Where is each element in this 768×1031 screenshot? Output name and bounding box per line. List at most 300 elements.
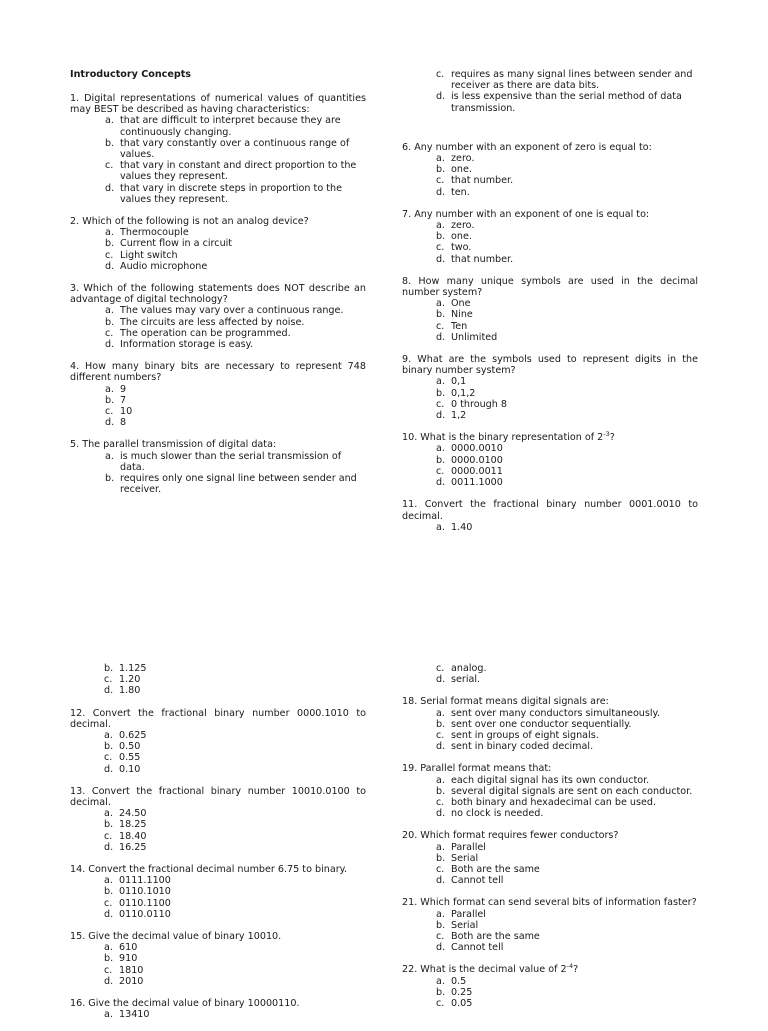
option-text: Cannot tell [451,942,504,954]
option-d [436,187,698,198]
option-letter: b. [104,663,114,674]
option-text: 0111.1100 [119,875,171,887]
option-text: The values may vary over a continuous range. [120,305,344,317]
option-d [436,410,698,421]
option-letter: a. [105,450,114,462]
option-c [105,160,366,182]
option-text: Unlimited [451,331,498,343]
option-text: 0.05 [451,998,473,1010]
question-stem: 3. Which of the following statements does NOT describe an advantage of digital technology? [70,283,366,306]
option-b [104,819,366,830]
option-letter: a. [105,115,114,127]
option-letter: d. [104,763,114,775]
option-b [436,920,698,931]
option-letter: a. [105,383,114,395]
option-d [436,477,698,488]
option-text: 0.5 [451,975,467,987]
option-c [436,242,698,253]
option-letter: a. [436,841,445,853]
option-c [105,328,366,339]
option-c [436,321,698,332]
question-7 [402,209,698,265]
option-text: 10 [120,406,133,418]
option-a [105,227,366,238]
option-letter: d. [105,182,115,194]
option-letter: d. [104,685,114,697]
stem-text: 10. What is the binary representation of 2 [402,432,604,444]
question-22 [402,964,698,1009]
option-a [436,909,698,920]
question-6 [402,142,698,198]
option-c [436,730,698,741]
question-14 [70,864,366,920]
option-text: 8 [120,417,127,429]
option-letter: d. [436,331,446,343]
option-text: 1.125 [119,663,147,674]
question-stem: 9. What are the symbols used to represent digits in the binary number system? [402,354,698,377]
option-text: requires as many signal lines between sender and receiver as there are data bits. [451,69,693,92]
column-bottom-left [70,663,366,1031]
answer-options [104,942,366,987]
option-letter: b. [105,316,115,328]
option-letter: c. [436,175,445,187]
option-text: 0.625 [119,730,147,742]
option-text: zero. [451,220,475,232]
option-text: Parallel [451,841,486,853]
option-a [104,730,366,741]
option-letter: b. [436,387,446,399]
question-stem: 16. Give the decimal value of binary 10000110. [70,998,300,1010]
option-text: sent over many conductors simultaneously. [451,707,660,719]
option-letter: c. [436,797,445,809]
option-letter: d. [105,339,115,351]
option-letter: b. [436,718,446,730]
option-letter: c. [104,674,113,686]
option-letter: b. [436,852,446,864]
option-letter: c. [104,897,113,909]
option-a [105,115,366,137]
option-text: 0.55 [119,752,141,764]
option-a [436,842,698,853]
option-text: Serial [451,919,479,931]
question-stem: 15. Give the decimal value of binary 10010. [70,931,282,943]
answer-options [104,1009,366,1020]
option-letter: d. [436,410,446,422]
question-20 [402,830,698,886]
question-4 [70,361,366,428]
option-letter: a. [436,975,445,987]
question-15 [70,931,366,987]
option-text: no clock is needed. [451,808,544,820]
option-letter: d. [436,91,446,103]
question-11-continued [70,663,366,697]
option-text: zero. [451,153,475,165]
option-text: Current flow in a circuit [120,238,233,250]
option-b [104,741,366,752]
answer-options [436,69,698,114]
option-text: Both are the same [451,931,540,943]
option-letter: a. [436,908,445,920]
option-a [436,376,698,387]
option-d [436,332,698,343]
option-d [105,417,366,428]
option-text: that number. [451,175,514,187]
option-c [436,864,698,875]
option-letter: d. [436,942,446,954]
question-3 [70,283,366,350]
option-letter: b. [436,919,446,931]
question-stem: 12. Convert the fractional binary number 0000.1010 to decimal. [70,707,366,730]
option-text: The circuits are less affected by noise. [120,316,305,328]
option-a [104,942,366,953]
answer-options [436,220,698,265]
option-a [104,875,366,886]
option-d [436,808,698,819]
option-letter: c. [436,998,445,1010]
option-letter: b. [436,785,446,797]
option-b [436,309,698,320]
answer-options [436,298,698,343]
option-c [436,466,698,477]
answer-options [436,976,698,1010]
option-letter: b. [104,886,114,898]
stem-text: ? [573,964,579,976]
option-c [104,674,366,685]
question-stem: 18. Serial format means digital signals are: [402,696,609,708]
question-5 [70,439,366,495]
option-b [105,395,366,406]
option-letter: d. [436,186,446,198]
page-title: Introductory Concepts [70,69,192,80]
option-letter: a. [436,153,445,165]
option-letter: d. [436,741,446,753]
answer-options [105,305,366,350]
option-letter: b. [104,819,114,831]
question-stem: 21. Which format can send several bits of information faster? [402,897,697,909]
option-text: 1.40 [451,521,473,533]
question-16 [70,998,366,1020]
option-c [436,998,698,1009]
option-b [436,231,698,242]
option-c [104,898,366,909]
option-b [104,953,366,964]
option-letter: c. [105,160,114,172]
option-text: 0 through 8 [451,398,508,410]
option-b [436,164,698,175]
option-b [105,238,366,249]
option-d [436,942,698,953]
option-letter: a. [105,227,114,239]
option-letter: d. [105,417,115,429]
option-letter: d. [104,908,114,920]
question-stem: 6. Any number with an exponent of zero is equal to: [402,141,652,153]
option-a [436,153,698,164]
option-letter: d. [436,477,446,489]
option-text: that vary in discrete steps in proportion to the values they represent. [120,182,342,205]
option-text: serial. [451,674,481,686]
option-letter: c. [436,69,445,80]
option-letter: a. [436,443,445,455]
option-text: Thermocouple [120,227,189,239]
option-letter: b. [436,164,446,176]
stem-text: ? [609,432,615,444]
option-text: One [451,298,471,310]
option-letter: c. [105,406,114,418]
option-letter: a. [104,730,113,742]
option-c [436,399,698,410]
option-b [436,719,698,730]
question-11 [402,499,698,533]
option-letter: d. [104,841,114,853]
option-text: that vary in constant and direct proportion to the values they represent. [120,160,357,183]
question-stem [402,432,698,443]
question-12 [70,708,366,775]
option-b [105,138,366,160]
option-text: The operation can be programmed. [120,327,291,339]
option-a [104,808,366,819]
option-b [104,663,366,674]
option-d [104,842,366,853]
option-text: 0000.0011 [451,465,503,477]
option-text: Ten [451,320,468,332]
answer-options [436,153,698,198]
option-letter: d. [436,875,446,887]
option-b [104,886,366,897]
option-a [436,522,698,533]
option-text: Both are the same [451,864,540,876]
question-stem: 5. The parallel transmission of digital data: [70,439,277,451]
option-d [436,741,698,752]
question-stem: 8. How many unique symbols are used in the decimal number system? [402,275,698,299]
option-d [436,254,698,265]
option-text: 0110.1010 [119,886,171,898]
option-text: 0110.0110 [119,908,171,920]
option-letter: c. [104,830,113,842]
option-text: sent in groups of eight signals. [451,730,599,742]
option-d [436,674,698,685]
option-c [104,752,366,763]
question-10 [402,432,698,488]
answer-options [104,730,366,775]
question-5-continued [402,69,698,114]
option-letter: a. [436,774,445,786]
option-letter: b. [436,231,446,243]
option-a [436,443,698,454]
option-text: two. [451,242,472,254]
option-text: both binary and hexadecimal can be used. [451,797,657,809]
option-text: 24.50 [119,808,147,820]
column-top-right [402,69,698,544]
option-letter: c. [105,327,114,339]
option-text: 0.50 [119,741,141,753]
option-letter: a. [104,875,113,887]
answer-options [105,451,366,496]
option-a [436,976,698,987]
option-letter: a. [436,220,445,232]
option-text: that vary constantly over a continuous range of values. [120,137,350,161]
option-text: 0,1,2 [451,387,476,399]
option-letter: c. [436,730,445,742]
answer-options [436,376,698,421]
question-stem: 4. How many binary bits are necessary to represent 748 different numbers? [70,361,366,384]
option-text: 0,1 [451,376,467,388]
answer-options [436,708,698,753]
option-letter: d. [436,808,446,820]
answer-options [104,875,366,920]
column-bottom-right [402,663,698,1020]
exponent: -4 [566,962,574,971]
question-stem: 20. Which format requires fewer conductors? [402,830,619,842]
question-stem [402,964,698,975]
option-letter: c. [436,398,445,410]
option-letter: d. [104,975,114,987]
option-d [105,339,366,350]
option-d [104,764,366,775]
question-stem: 14. Convert the fractional decimal number 6.75 to binary. [70,864,348,876]
option-b [105,473,366,495]
option-d [105,261,366,272]
answer-options [436,842,698,887]
option-a [105,451,366,473]
question-13 [70,786,366,853]
option-c [104,831,366,842]
option-b [436,388,698,399]
answer-options [436,909,698,954]
answer-options [105,384,366,429]
option-a [105,384,366,395]
option-text: 1.20 [119,674,141,686]
option-d [105,183,366,205]
option-text: several digital signals are sent on each conductor. [451,785,693,797]
question-19 [402,763,698,819]
answer-options [104,663,366,697]
option-a [436,708,698,719]
option-letter: c. [436,931,445,943]
option-text: Audio microphone [120,260,208,272]
option-text: one. [451,231,472,243]
answer-options [436,663,698,685]
option-text: one. [451,164,472,176]
option-text: 7 [120,394,127,406]
option-letter: c. [105,249,114,261]
option-letter: c. [436,864,445,876]
option-letter: d. [436,674,446,686]
option-letter: b. [436,309,446,321]
option-text: 610 [119,942,138,954]
option-text: sent in binary coded decimal. [451,741,594,753]
option-text: that number. [451,253,514,265]
exponent: -3 [603,430,610,439]
option-text: 9 [120,383,127,395]
question-stem: 2. Which of the following is not an analog device? [70,216,309,228]
option-b [436,853,698,864]
option-text: 0000.0100 [451,454,503,466]
option-text: each digital signal has its own conductor. [451,774,650,786]
option-text: Parallel [451,908,486,920]
option-text: 13410 [119,1009,150,1021]
option-letter: a. [436,298,445,310]
option-letter: a. [436,521,445,533]
option-b [436,987,698,998]
option-c [436,663,698,674]
option-letter: a. [104,942,113,954]
question-18 [402,696,698,752]
option-a [436,775,698,786]
option-d [104,976,366,987]
option-letter: c. [104,752,113,764]
option-d [436,91,698,113]
option-c [105,406,366,417]
option-text: 18.25 [119,819,147,831]
option-text: 0011.1000 [451,477,503,489]
question-9 [402,354,698,421]
option-text: 0.10 [119,763,141,775]
option-a [436,298,698,309]
option-text: is less expensive than the serial method of data transmission. [451,91,682,114]
option-letter: b. [105,394,115,406]
option-text: that are difficult to interpret because they are continuously changing. [120,115,341,138]
answer-options [436,775,698,820]
option-letter: b. [104,953,114,965]
option-d [104,685,366,696]
option-letter: b. [104,741,114,753]
option-d [436,875,698,886]
option-letter: c. [436,663,445,674]
option-letter: b. [105,238,115,250]
option-text: Serial [451,852,479,864]
option-c [436,69,698,91]
option-letter: a. [104,1009,113,1021]
option-text: 16.25 [119,841,147,853]
option-letter: d. [436,253,446,265]
question-stem: 13. Convert the fractional binary number 10010.0100 to decimal. [70,785,366,809]
option-text: Information storage is easy. [120,339,253,351]
option-letter: b. [436,986,446,998]
option-text: 910 [119,953,138,965]
stem-text: 22. What is the decimal value of 2 [402,964,567,976]
option-text: requires only one signal line between sender and receiver. [120,473,357,496]
option-text: 1810 [119,964,144,976]
option-c [436,797,698,808]
option-c [436,931,698,942]
option-letter: b. [436,454,446,466]
option-b [436,455,698,466]
option-letter: a. [104,808,113,820]
question-1 [70,93,366,205]
option-letter: c. [104,964,113,976]
option-letter: d. [105,260,115,272]
answer-options [105,227,366,272]
question-17-continued [402,663,698,685]
option-letter: a. [105,305,114,317]
option-text: 1,2 [451,410,467,422]
option-text: 18.40 [119,830,147,842]
answer-options [104,808,366,853]
option-c [104,965,366,976]
option-text: ten. [451,186,470,198]
option-c [436,175,698,186]
option-text: analog. [451,663,487,674]
option-letter: b. [105,473,115,485]
option-a [104,1009,366,1020]
option-c [105,250,366,261]
option-d [104,909,366,920]
question-2 [70,216,366,272]
option-letter: a. [436,707,445,719]
option-text: is much slower than the serial transmission of data. [120,450,342,473]
option-text: 2010 [119,975,144,987]
option-text: sent over one conductor sequentially. [451,718,632,730]
